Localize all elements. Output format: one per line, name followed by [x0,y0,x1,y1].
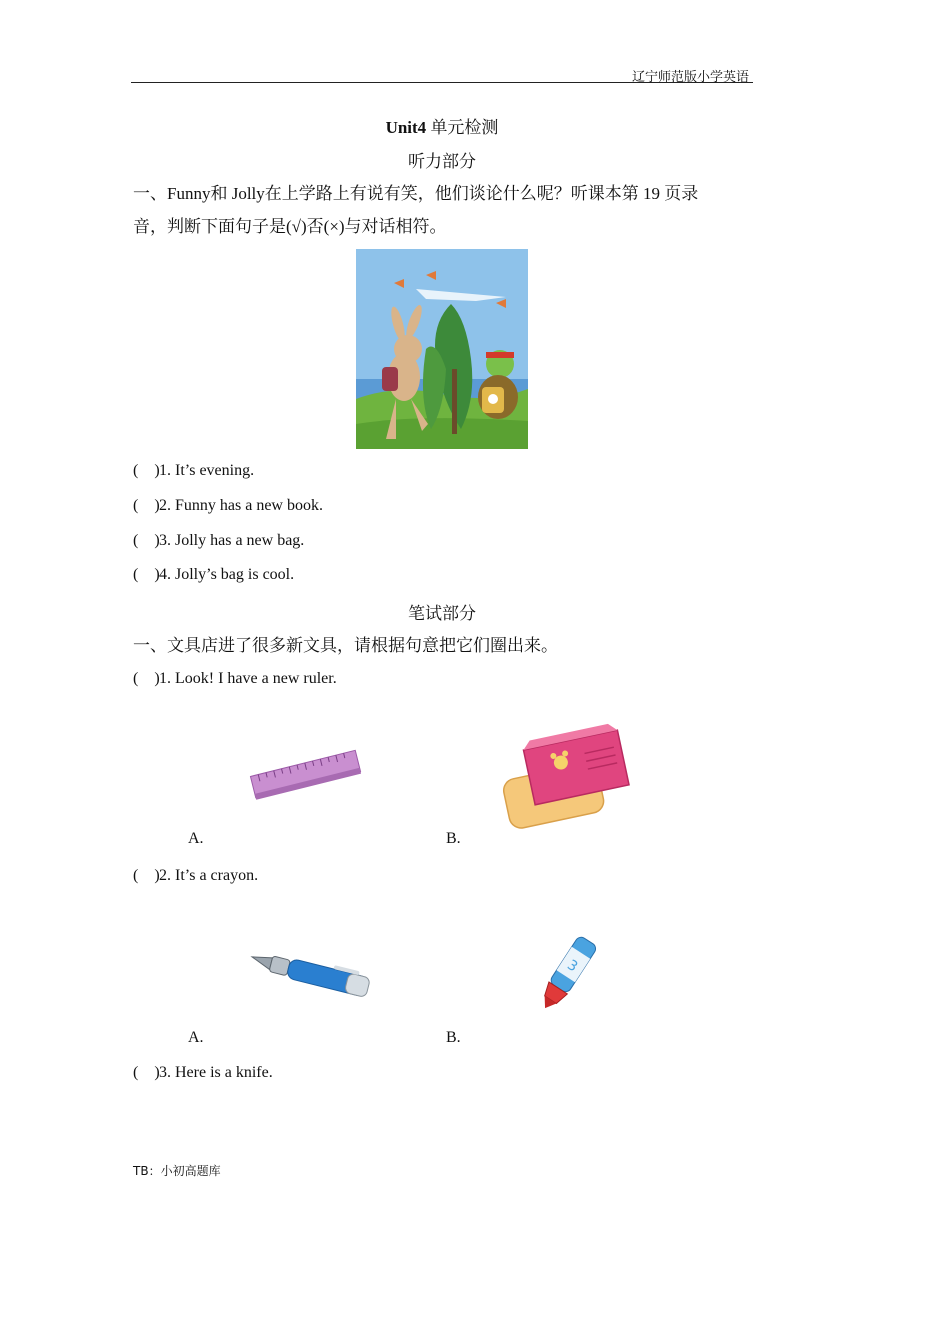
writing-question-3 [133,1064,273,1082]
option-a-label[interactable]: A. [188,830,204,847]
item-text: 2. Funny has a new book. [159,497,323,514]
crayon-icon[interactable] [530,932,602,1016]
listening-item-4 [133,566,294,584]
answer-blank[interactable]: ( ) [133,867,160,884]
title-rest: 单元检测 [426,118,499,137]
title-unit: Unit4 [385,118,427,137]
answer-blank[interactable]: ( ) [133,1064,160,1081]
answer-blank[interactable]: ( ) [133,497,160,514]
item-text: 1. It’s evening. [159,462,255,479]
header-rule [131,82,753,83]
page-title [0,113,884,138]
listening-item-2 [133,497,323,515]
option-a-label[interactable]: A. [188,1029,204,1046]
answer-blank[interactable]: ( ) [133,462,160,479]
item-text: 3. Jolly has a new bag. [159,532,305,549]
listening-instruction-1: 一、Funny和 Jolly在上学路上有说有笑，他们谈论什么呢？听课本第 19 页录 [133,184,699,203]
listening-heading: 听力部分 [408,152,476,171]
answer-blank[interactable]: ( ) [133,670,160,687]
svg-text:3: 3 [564,957,581,976]
item-text: 4. Jolly’s bag is cool. [159,566,295,583]
listening-instruction-2: 音，判断下面句子是(√)否(×)与对话相符。 [133,217,447,236]
listening-item-3 [133,532,304,550]
question-text: 2. It’s a crayon. [159,867,259,884]
ruler-icon[interactable] [250,745,362,807]
header-publisher: 辽宁师范版小学英语 [632,69,750,84]
footer-source: TB：小初高题库 [133,1164,221,1178]
eraser-icon[interactable] [494,728,636,826]
writing-question-2 [133,867,258,885]
option-b-label[interactable]: B. [446,830,461,847]
listening-item-1 [133,462,254,480]
question-text: 3. Here is a knife. [159,1064,273,1081]
writing-instruction: 一、文具店进了很多新文具，请根据句意把它们圈出来。 [133,636,558,655]
option-b-label[interactable]: B. [446,1029,461,1046]
pen-icon[interactable] [247,952,377,1002]
question-text: 1. Look! I have a new ruler. [159,670,337,687]
answer-blank[interactable]: ( ) [133,532,160,549]
writing-question-1 [133,670,337,688]
cartoon-illustration [356,249,528,449]
answer-blank[interactable]: ( ) [133,566,160,583]
writing-heading: 笔试部分 [408,604,476,623]
